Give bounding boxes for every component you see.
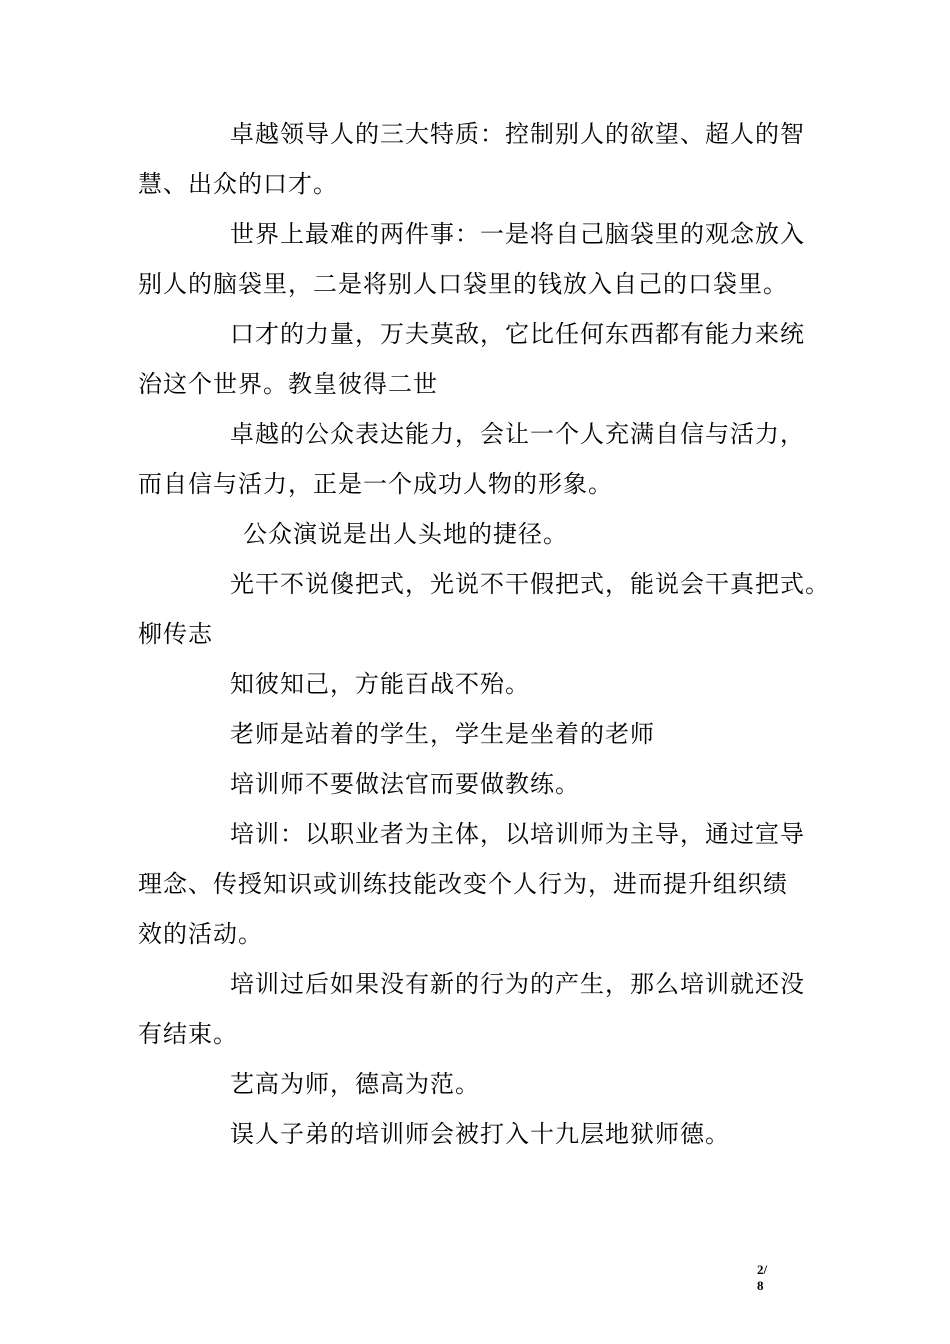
text-line: 培训师不要做法官而要做教练。: [230, 770, 580, 798]
text-line: 而自信与活力，正是一个成功人物的形象。: [138, 470, 613, 498]
text-line: 慧、出众的口才。: [138, 170, 338, 198]
text-line: 卓越的公众表达能力，会让一个人充满自信与活力，: [230, 420, 805, 448]
text-line: 误人子弟的培训师会被打入十九层地狱师德。: [230, 1120, 730, 1148]
text-line: 艺高为师，德高为范。: [230, 1070, 480, 1098]
text-line: 培训过后如果没有新的行为的产生，那么培训就还没: [230, 970, 805, 998]
text-line: 老师是站着的学生，学生是坐着的老师: [230, 720, 655, 748]
text-line: 光干不说傻把式，光说不干假把式，能说会干真把式。: [230, 570, 830, 598]
text-line: 卓越领导人的三大特质：控制别人的欲望、超人的智: [230, 120, 805, 148]
text-line: 柳传志: [138, 620, 213, 648]
text-line: 治这个世界。教皇彼得二世: [138, 370, 438, 398]
text-line: 培训：以职业者为主体，以培训师为主导，通过宣导: [230, 820, 805, 848]
page-number: 2/ 8: [757, 1262, 768, 1293]
text-line: 有结束。: [138, 1020, 238, 1048]
text-line: 效的活动。: [138, 920, 263, 948]
text-line: 世界上最难的两件事：一是将自己脑袋里的观念放入: [230, 220, 805, 248]
text-line: 理念、传授知识或训练技能改变个人行为，进而提升组织绩: [138, 870, 788, 898]
text-line: 公众演说是出人头地的捷径。: [243, 520, 568, 548]
text-line: 口才的力量，万夫莫敌，它比任何东西都有能力来统: [230, 320, 805, 348]
text-line: 别人的脑袋里，二是将别人口袋里的钱放入自己的口袋里。: [138, 270, 788, 298]
text-line: 知彼知己，方能百战不殆。: [230, 670, 530, 698]
